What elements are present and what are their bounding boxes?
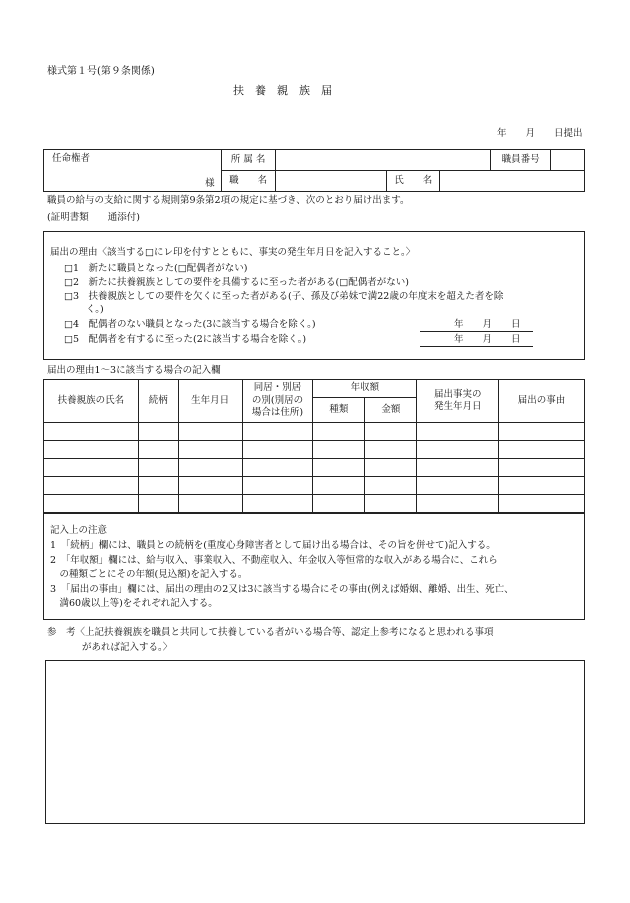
reason-item-3[interactable]: □3 扶養親族としての要件を欠くに至った者がある(子、孫及び弟妹で満22歳の年度末を超えた者を除 bbox=[64, 291, 504, 302]
reason-item-2[interactable]: □2 新たに扶養親族としての要件を具備するに至った者がある(□配偶者がない) bbox=[64, 277, 409, 288]
notes-heading: 記入上の注意 bbox=[50, 525, 108, 536]
name-field[interactable] bbox=[440, 171, 585, 192]
col-date-line1: 届出事実の bbox=[433, 388, 482, 400]
table-row bbox=[44, 477, 585, 495]
staff-no-field[interactable] bbox=[551, 150, 585, 171]
col-income-amount-header: 金額 bbox=[365, 398, 417, 423]
col-birth-header: 生年月日 bbox=[178, 380, 242, 423]
entry-section-title: 届出の理由1～3に該当する場合の記入欄 bbox=[47, 365, 221, 376]
col-reason-header: 届出の事由 bbox=[499, 380, 585, 423]
note-line-3: の種類ごとにその年額(見込額)を記入する。 bbox=[50, 569, 248, 580]
reason-item-3-continuation: く。) bbox=[86, 304, 104, 315]
notes-box bbox=[43, 513, 585, 620]
reason-item-4[interactable]: □4 配偶者のない職員となった(3に該当する場合を除く。) bbox=[64, 319, 316, 330]
date-underline-5 bbox=[420, 346, 533, 347]
col-date-header bbox=[417, 380, 499, 423]
intro-text: 職員の給与の支給に関する規則第9条第2項の規定に基づき、次のとおり届け出ます。 bbox=[47, 195, 410, 206]
submission-date: 年 月 日提出 bbox=[497, 128, 583, 139]
entry-table bbox=[43, 379, 585, 513]
col-cohab-line3: 場合は住所) bbox=[251, 407, 304, 419]
reason-item-4-date[interactable]: 年 月 日 bbox=[454, 319, 521, 330]
form-number: 様式第１号(第９条関係) bbox=[47, 66, 155, 77]
col-cohab-line1: 同居・別居 bbox=[253, 382, 302, 394]
col-cohab-line2: の別(別居の bbox=[251, 394, 304, 406]
reasons-box bbox=[43, 231, 585, 360]
reasons-heading: 届出の理由〈該当する□にレ印を付すとともに、事実の発生年月日を記入すること。〉 bbox=[50, 247, 416, 258]
reason-item-5-date[interactable]: 年 月 日 bbox=[454, 334, 521, 345]
certificate-note: (証明書類 通添付) bbox=[47, 212, 140, 223]
staff-no-label: 職員番号 bbox=[491, 150, 551, 171]
reason-item-1[interactable]: □1 新たに職員となった(□配偶者がない) bbox=[64, 263, 248, 274]
reference-line-2: があれば記入する。〉 bbox=[82, 642, 173, 653]
col-name-header: 扶養親族の氏名 bbox=[44, 380, 139, 423]
note-line-1: 1 「続柄」欄には、職員との続柄を(重度心身障害者として届け出る場合は、その旨を併せて)記入する。 bbox=[50, 540, 496, 551]
document-title: 扶 養 親 族 届 bbox=[233, 84, 332, 97]
position-field[interactable] bbox=[275, 171, 387, 192]
col-income-type-header: 種類 bbox=[313, 398, 365, 423]
office-label: 所 属 名 bbox=[221, 150, 275, 171]
office-field[interactable] bbox=[275, 150, 491, 171]
col-cohab-header bbox=[242, 380, 313, 423]
col-relation-header: 続柄 bbox=[138, 380, 178, 423]
position-label: 職 名 bbox=[221, 171, 275, 192]
info-table bbox=[43, 149, 585, 192]
table-row bbox=[44, 459, 585, 477]
note-line-4: 3 「届出の事由」欄には、届出の理由の2又は3に該当する場合にその事由(例えば婚姻、離婚、出生、死亡、 bbox=[50, 584, 514, 595]
reason-item-5[interactable]: □5 配偶者を有するに至った(2に該当する場合を除く。) bbox=[64, 334, 307, 345]
appointer-label: 任命権者 bbox=[52, 153, 91, 164]
appointer-cell[interactable] bbox=[44, 150, 222, 192]
note-line-5: 満60歳以上等)をそれぞれ記入する。 bbox=[50, 598, 218, 609]
name-label: 氏 名 bbox=[387, 171, 440, 192]
table-row bbox=[44, 495, 585, 513]
table-row bbox=[44, 423, 585, 441]
reference-box[interactable] bbox=[45, 660, 585, 824]
col-income-header: 年収額 bbox=[313, 380, 417, 398]
note-line-2: 2 「年収額」欄には、給与収入、事業収入、不動産収入、年金収入等恒常的な収入がある場合に、これら bbox=[50, 555, 498, 566]
reference-line-1: 参 考〈上記扶養親族を職員と共同して扶養している者がいる場合等、認定上参考になると思われる事項 bbox=[47, 627, 494, 638]
table-row bbox=[44, 441, 585, 459]
col-date-line2: 発生年月日 bbox=[433, 401, 482, 412]
honorific: 様 bbox=[205, 177, 215, 189]
date-underline-4 bbox=[420, 331, 533, 332]
